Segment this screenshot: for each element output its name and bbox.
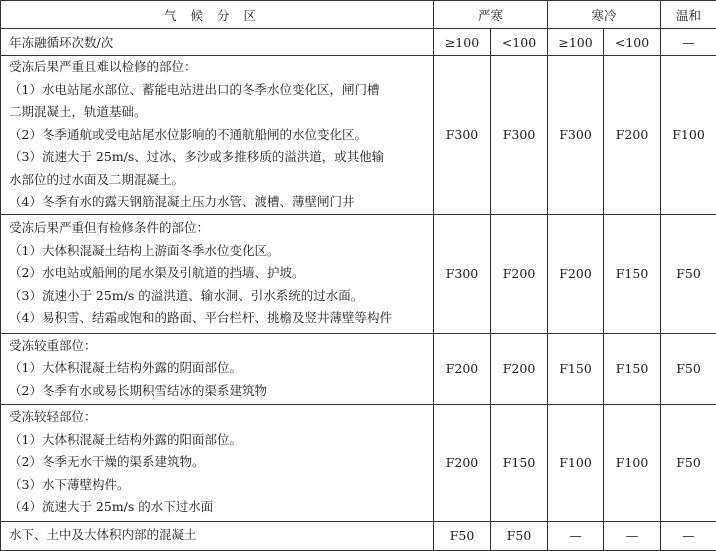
header-climate-zone: 气候分区 xyxy=(1,1,434,29)
frost-grade: F200 xyxy=(491,214,548,333)
location-description xyxy=(1,56,434,215)
frost-grade: F50 xyxy=(661,214,716,333)
description-line: 受冻较轻部位： xyxy=(9,406,425,429)
description-line: 水下、土中及大体积内部的混凝土 xyxy=(9,524,425,547)
table-row xyxy=(1,214,716,333)
description-line: （4）冬季有水的露天钢筋混凝土压力水管、渡槽、薄壁闸门井 xyxy=(9,191,425,214)
frost-grade: F150 xyxy=(604,214,661,333)
table-row xyxy=(1,56,716,215)
frost-grade: F100 xyxy=(661,56,716,215)
frost-grade: F50 xyxy=(661,333,716,404)
cycle-row xyxy=(1,29,716,56)
frost-grade: F150 xyxy=(604,333,661,404)
frost-grade: F300 xyxy=(548,56,604,215)
frost-grade: F300 xyxy=(434,56,491,215)
header-cold: 寒冷 xyxy=(548,1,661,29)
frost-grade: — xyxy=(604,521,661,550)
description-line: 二期混凝土，轨道基础。 xyxy=(9,101,425,124)
cycle-value: ≥100 xyxy=(548,29,604,56)
header-row xyxy=(1,1,716,29)
description-line: 受冻较重部位： xyxy=(9,335,425,358)
frost-grade: F200 xyxy=(434,333,491,404)
header-mild: 温和 xyxy=(661,1,716,29)
frost-grade: — xyxy=(661,521,716,550)
frost-grade: F100 xyxy=(604,404,661,521)
description-line: 受冻后果严重且难以检修的部位： xyxy=(9,56,425,79)
description-line: （1）水电站尾水部位、蓄能电站进出口的冬季水位变化区，闸门槽 xyxy=(9,79,425,102)
description-line: （2）冬季有水或易长期积雪结冰的渠系建筑物 xyxy=(9,380,425,403)
frost-grade: F200 xyxy=(491,333,548,404)
location-description xyxy=(1,404,434,521)
description-line: （3）流速小于 25m/s 的溢洪道、输水洞、引水系统的过水面。 xyxy=(9,285,425,308)
table-row xyxy=(1,404,716,521)
cycle-value: <100 xyxy=(604,29,661,56)
description-line: （3）水下薄壁构件。 xyxy=(9,474,425,497)
frost-grade: F50 xyxy=(491,521,548,550)
frost-grade: — xyxy=(548,521,604,550)
location-description xyxy=(1,333,434,404)
cycle-value: <100 xyxy=(491,29,548,56)
description-line: （1）大体积混凝土结构外露的阴面部位。 xyxy=(9,357,425,380)
description-line: （4）流速大于 25m/s 的水下过水面 xyxy=(9,496,425,519)
frost-grade: F150 xyxy=(548,333,604,404)
description-line: （3）流速大于 25m/s、过冰、多沙或多推移质的溢洪道，或其他输 xyxy=(9,146,425,169)
location-description xyxy=(1,521,434,550)
frost-grade: F200 xyxy=(604,56,661,215)
frost-grade: F200 xyxy=(548,214,604,333)
frost-grade: F50 xyxy=(661,404,716,521)
description-line: （2）水电站或船闸的尾水渠及引航道的挡墙、护坡。 xyxy=(9,262,425,285)
description-line: （4）易积雪、结霜或饱和的路面、平台栏杆、挑檐及竖井薄壁等构件 xyxy=(9,307,425,330)
description-line: （2）冬季无水干燥的渠系建筑物。 xyxy=(9,451,425,474)
cycle-label: 年冻融循环次数/次 xyxy=(1,29,434,56)
cycle-value: ≥100 xyxy=(434,29,491,56)
description-line: 水部位的过水面及二期混凝土。 xyxy=(9,169,425,192)
cycle-value: — xyxy=(661,29,716,56)
frost-grade: F200 xyxy=(434,404,491,521)
table-row xyxy=(1,521,716,550)
frost-grade: F150 xyxy=(491,404,548,521)
frost-grade: F300 xyxy=(491,56,548,215)
frost-grade: F50 xyxy=(434,521,491,550)
header-severe-cold: 严寒 xyxy=(434,1,548,29)
description-line: （1）大体积混凝土结构上游面冬季水位变化区。 xyxy=(9,240,425,263)
location-description xyxy=(1,214,434,333)
table-row xyxy=(1,333,716,404)
description-line: （1）大体积混凝土结构外露的阳面部位。 xyxy=(9,429,425,452)
description-line: 受冻后果严重但有检修条件的部位： xyxy=(9,217,425,240)
description-line: （2）冬季通航或受电站尾水位影响的不通航船闸的水位变化区。 xyxy=(9,124,425,147)
frost-grade: F300 xyxy=(434,214,491,333)
frost-grade: F100 xyxy=(548,404,604,521)
